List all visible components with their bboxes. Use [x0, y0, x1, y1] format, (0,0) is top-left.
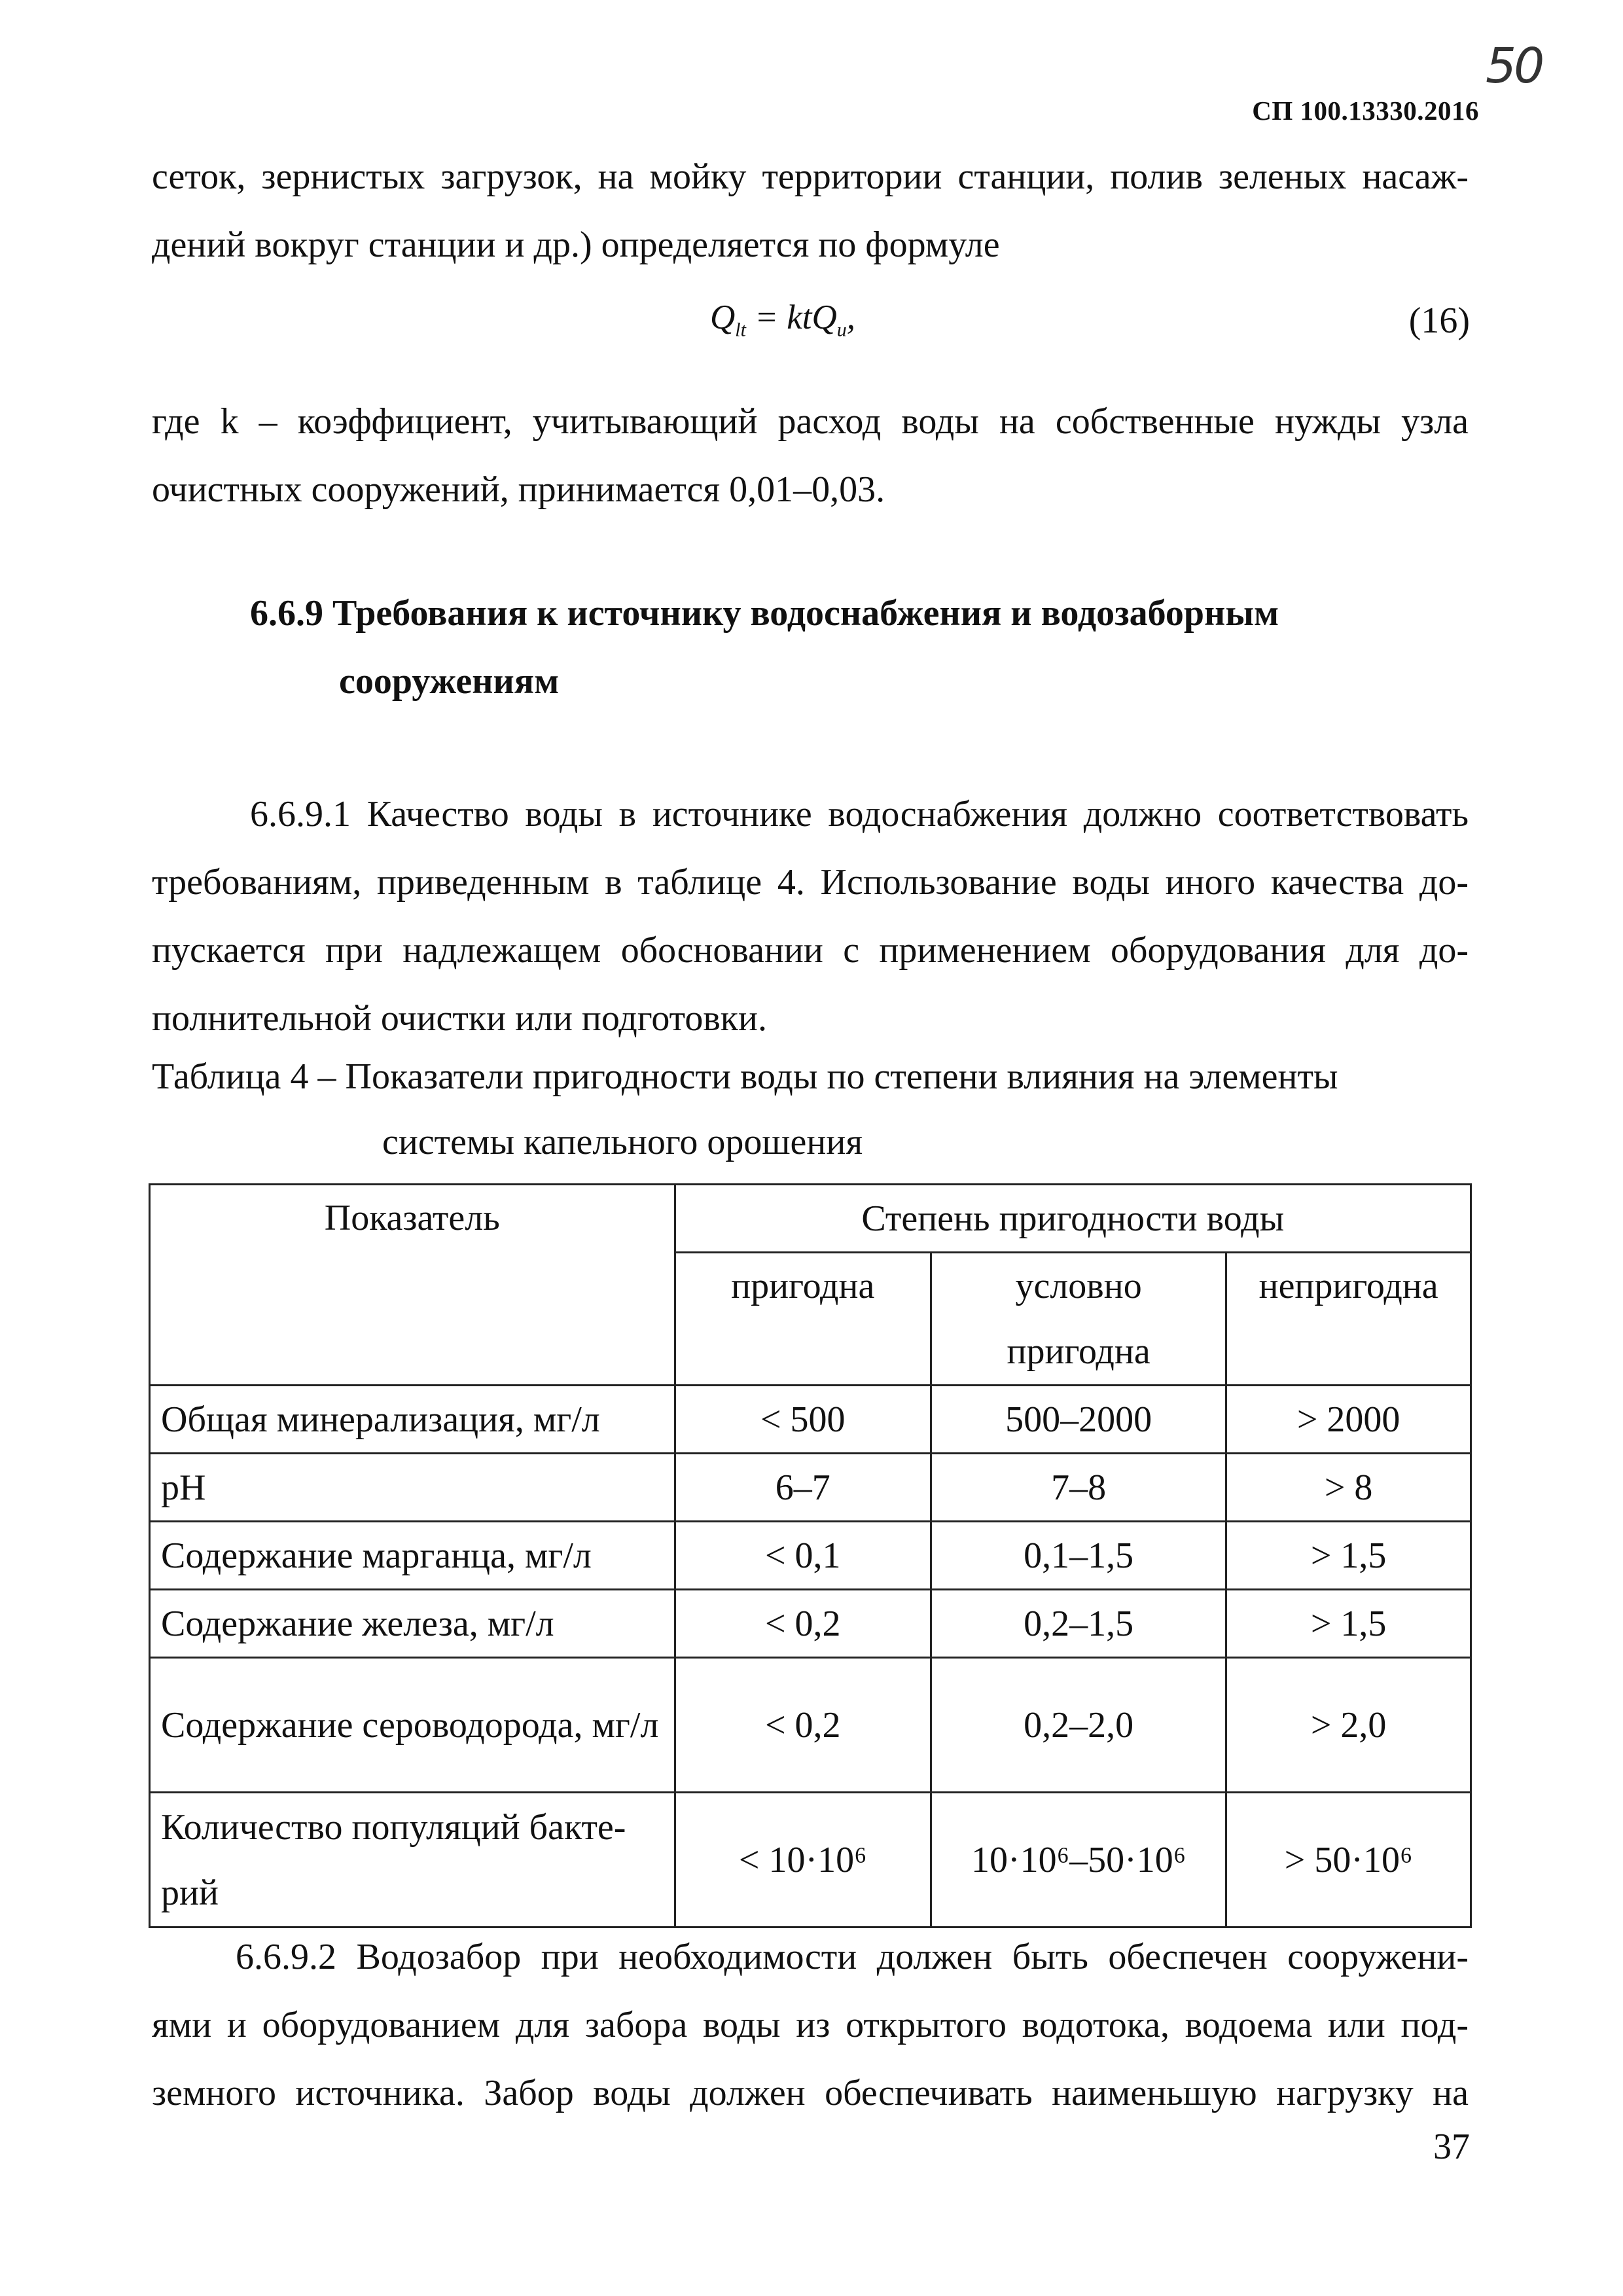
table-cell: 0,2–2,0	[931, 1658, 1226, 1793]
formula-lhs: Q	[710, 298, 736, 336]
table-cell: 0,2–1,5	[931, 1590, 1226, 1658]
table-cell-indicator: Содержание марганца, мг/л	[150, 1522, 675, 1590]
text-line: 6.6.9.2 Водозабор при необходимости должен быть обеспечен сооружени-	[236, 1937, 1469, 1977]
section-heading	[250, 579, 1279, 715]
table-cell: < 0,1	[675, 1522, 931, 1590]
table-header-indicator: Показатель	[150, 1185, 675, 1386]
table-cell-indicator: Количество популяций бакте-рий	[150, 1793, 675, 1928]
text-line: где k – коэффициент, учитывающий расход воды на собственные нужды узла	[152, 401, 1469, 442]
text-line: дений вокруг станции и др.) определяется по формуле	[152, 224, 1000, 265]
table-cell: < 0,2	[675, 1590, 931, 1658]
table-cell-indicator: Содержание сероводорода, мг/л	[150, 1658, 675, 1793]
table-cell: < 500	[675, 1386, 931, 1454]
table-row	[150, 1386, 1471, 1454]
handwritten-page-number: 50	[1486, 38, 1543, 94]
water-suitability-table	[149, 1183, 1472, 1928]
paragraph-continuation	[152, 143, 1469, 279]
table-header-suitability: Степень пригодности воды	[675, 1185, 1471, 1253]
table-cell: > 50·10⁶	[1226, 1793, 1471, 1928]
formula-16	[710, 298, 855, 342]
table-caption	[152, 1044, 1338, 1175]
table-row	[150, 1793, 1471, 1928]
text-line: земного источника. Забор воды должен обеспечивать наименьшую нагрузку на	[152, 2073, 1469, 2113]
table-cell: 7–8	[931, 1454, 1226, 1522]
equation-number: (16)	[1408, 300, 1470, 341]
text-line: полнительной очистки или подготовки.	[152, 998, 767, 1039]
table-cell: 0,1–1,5	[931, 1522, 1226, 1590]
caption-line: Таблица 4 – Показатели пригодности воды по степени влияния на элементы	[152, 1056, 1338, 1097]
page-number: 37	[1433, 2126, 1470, 2167]
table-cell: 500–2000	[931, 1386, 1226, 1454]
formula-rhs: = ktQ	[745, 298, 837, 336]
paragraph-6-6-9-1	[152, 780, 1469, 1052]
table-subheader: пригодна	[675, 1253, 931, 1386]
formula-tail: ,	[846, 298, 855, 336]
table-cell: < 10·10⁶	[675, 1793, 931, 1928]
text-line: пускается при надлежащем обосновании с применением оборудования для до-	[152, 930, 1469, 971]
table-row	[150, 1590, 1471, 1658]
formula-rhs-subscript: u	[836, 319, 847, 341]
table-subheader: непригодна	[1226, 1253, 1471, 1386]
text-line: очистных сооружений, принимается 0,01–0,03.	[152, 469, 885, 510]
table-cell: 6–7	[675, 1454, 931, 1522]
table-row	[150, 1454, 1471, 1522]
heading-line: сооружениям	[339, 661, 560, 702]
text-line: сеток, зернистых загрузок, на мойку территории станции, полив зеленых насаж-	[152, 156, 1469, 197]
table-row	[150, 1522, 1471, 1590]
table-cell-indicator: Общая минерализация, мг/л	[150, 1386, 675, 1454]
caption-line: системы капельного орошения	[382, 1122, 863, 1162]
table-cell: 10·10⁶–50·10⁶	[931, 1793, 1226, 1928]
formula-lhs-subscript: lt	[735, 319, 746, 341]
table-cell-indicator: pH	[150, 1454, 675, 1522]
text-line: 6.6.9.1 Качество воды в источнике водоснабжения должно соответствовать	[250, 794, 1469, 834]
heading-line: 6.6.9 Требования к источнику водоснабжения и водозаборным	[250, 593, 1279, 634]
table-cell-indicator: Содержание железа, мг/л	[150, 1590, 675, 1658]
table-cell: > 2,0	[1226, 1658, 1471, 1793]
text-line: ями и оборудованием для забора воды из открытого водотока, водоема или под-	[152, 2005, 1469, 2045]
table-row	[150, 1658, 1471, 1793]
table-cell: > 1,5	[1226, 1590, 1471, 1658]
document-code: СП 100.13330.2016	[1252, 96, 1479, 126]
table-cell: > 1,5	[1226, 1522, 1471, 1590]
paragraph-6-6-9-2	[152, 1923, 1469, 2127]
table-cell: < 0,2	[675, 1658, 931, 1793]
table-cell: > 8	[1226, 1454, 1471, 1522]
text-line: требованиям, приведенным в таблице 4. Использование воды иного качества до-	[152, 862, 1469, 903]
paragraph-where	[152, 387, 1469, 524]
table-cell: > 2000	[1226, 1386, 1471, 1454]
table-subheader: условно пригодна	[931, 1253, 1226, 1386]
